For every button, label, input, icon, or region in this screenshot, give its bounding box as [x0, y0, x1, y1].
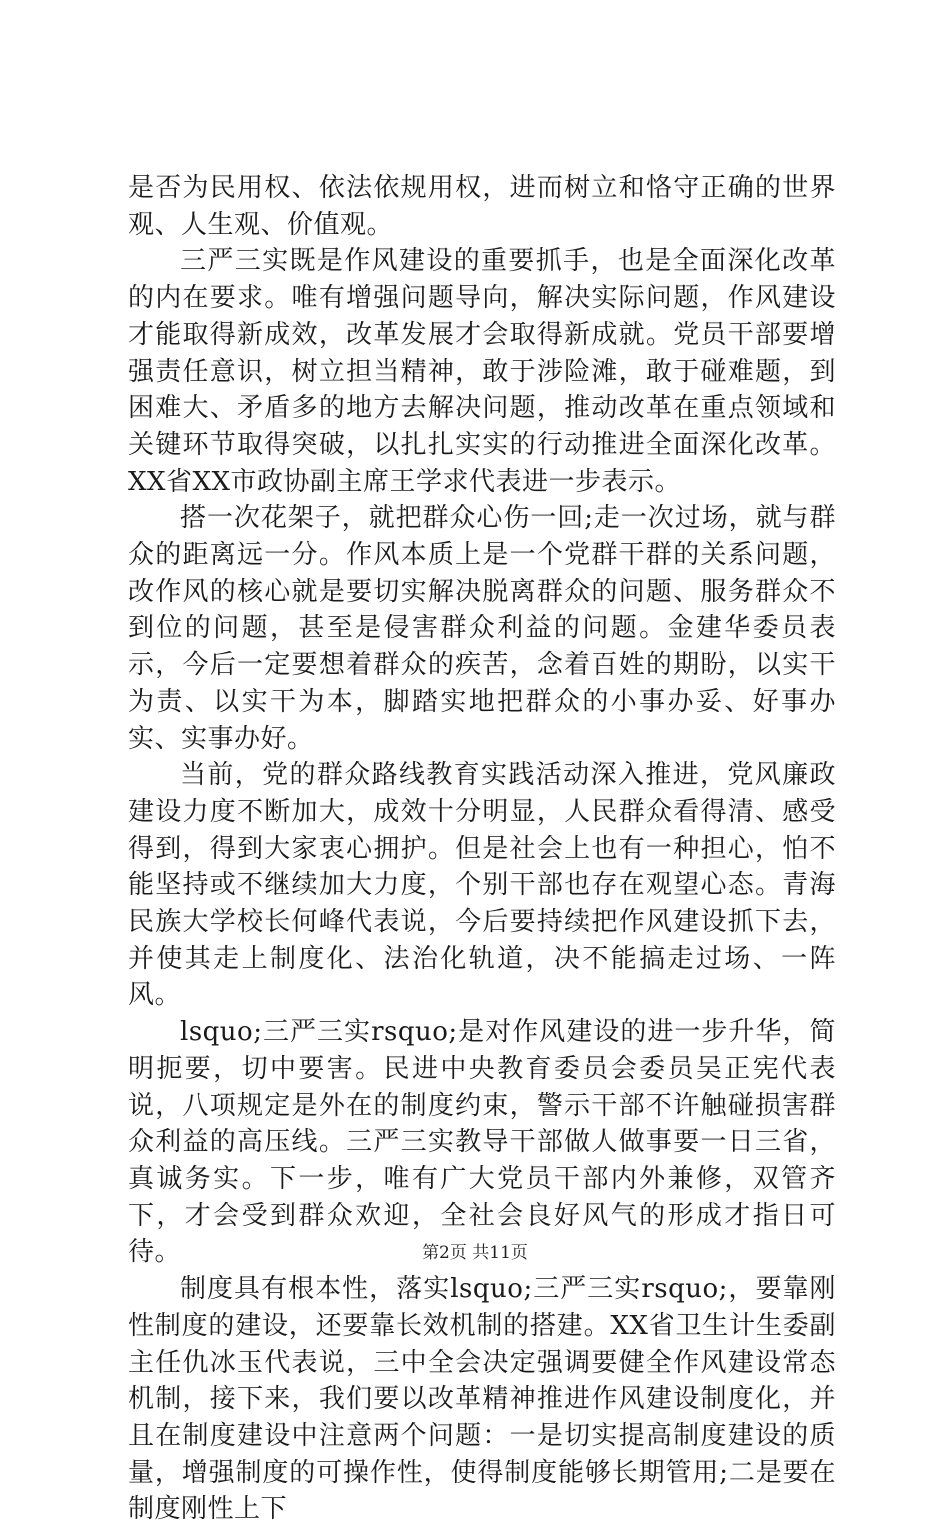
paragraph-2: 三严三实既是作风建设的重要抓手，也是全面深化改革的内在要求。唯有增强问题导向，解决实际问题，作风建设才能取得新成效，改革发展才会取得新成就。党员干部要增强责任意识，树立担当精神，敢于涉险滩，敢于碰难题，到困难大、矛盾多的地方去解决问题，推动改革在重点领域和关键环节取得突破，以扎扎实实的行动推进全面深化改革。XX省XX市政协副主席王学求代表进一步表示。: [128, 246, 836, 497]
paragraph-1: 是否为民用权、依法依规用权，进而树立和恪守正确的世界观、人生观、价值观。: [128, 173, 836, 240]
document-body: [128, 170, 836, 1528]
paragraph-4: 当前，党的群众路线教育实践活动深入推进，党风廉政建设力度不断加大，成效十分明显，人民群众看得清、感受得到，得到大家衷心拥护。但是社会上也有一种担心，怕不能坚持或不继续加大力度，个别干部也存在观望心态。青海民族大学校长何峰代表说，今后要持续把作风建设抓下去，并使其走上制度化、法治化轨道，决不能搞走过场、一阵风。: [128, 760, 836, 1011]
paragraph-3: 搭一次花架子，就把群众心伤一回;走一次过场，就与群众的距离远一分。作风本质上是一个党群干群的关系问题，改作风的核心就是要切实解决脱离群众的问题、服务群众不到位的问题，甚至是侵害群众利益的问题。金建华委员表示，今后一定要想着群众的疾苦，念着百姓的期盼，以实干为责、以实干为本，脚踏实地把群众的小事办妥、好事办实、实事办好。: [128, 503, 836, 754]
paragraph-6: 制度具有根本性，落实lsquo;三严三实rsquo;，要靠刚性制度的建设，还要靠长效机制的搭建。XX省卫生计生委副主任仇冰玉代表说，三中全会决定强调要健全作风建设常态机制，接下来，我们要以改革精神推进作风建设制度化，并且在制度建设中注意两个问题：一是切实提高制度建设的质量，增强制度的可操作性，使得制度能够长期管用;二是要在制度刚性上下: [128, 1274, 836, 1525]
page-number-footer: 第2页 共11页: [422, 1243, 528, 1263]
paragraph-5: lsquo;三严三实rsquo;是对作风建设的进一步升华，简明扼要，切中要害。民进中央教育委员会委员吴正宪代表说，八项规定是外在的制度约束，警示干部不许触碰损害群众利益的高压线。三严三实教导干部做人做事要一日三省，真诚务实。下一步，唯有广大党员干部内外兼修，双管齐下，才会受到群众欢迎，全社会良好风气的形成才指日可待。: [128, 1017, 836, 1268]
